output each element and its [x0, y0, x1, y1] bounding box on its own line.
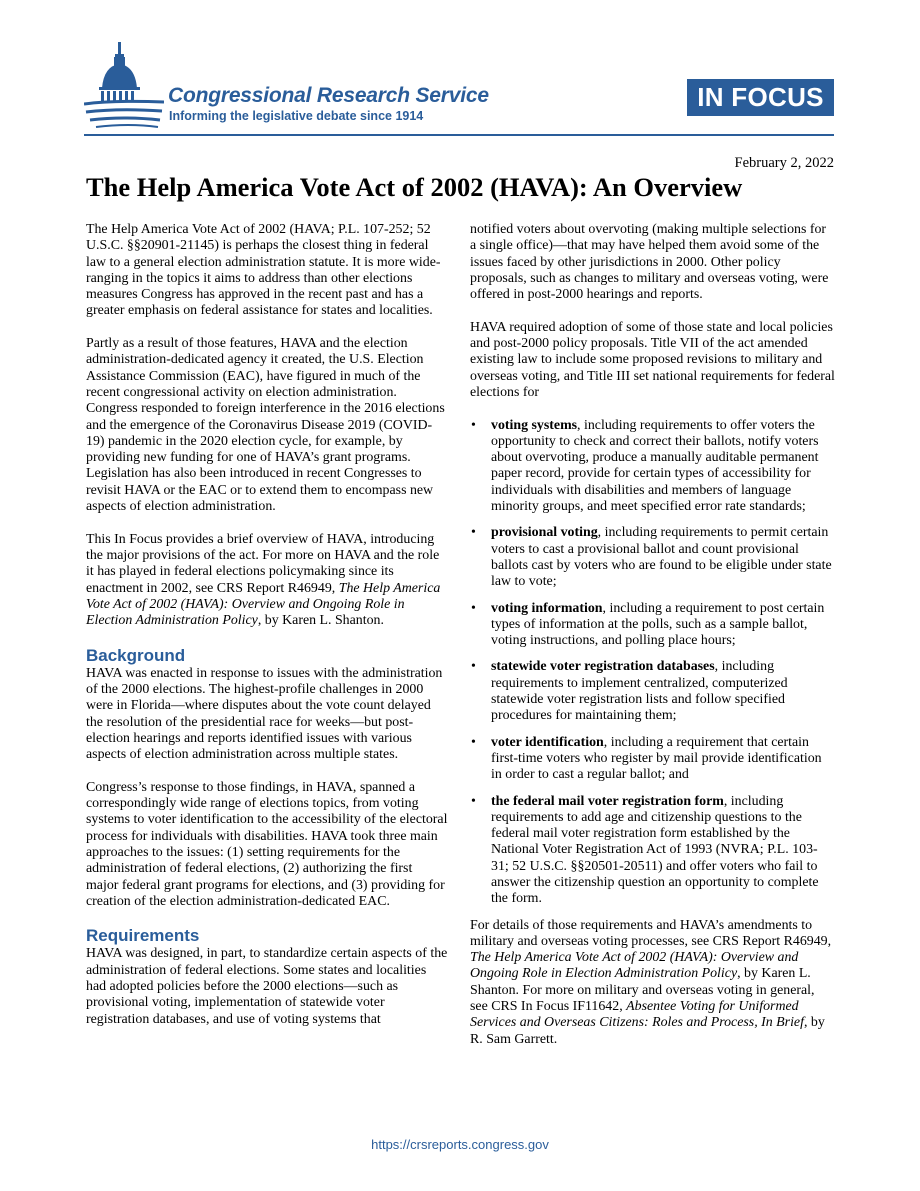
list-item — [470, 794, 835, 908]
list-item — [470, 735, 835, 784]
org-name: Congressional Research Service — [168, 84, 489, 107]
overview-author: , by Karen L. Shanton. — [257, 613, 384, 629]
org-tagline: Informing the legislative debate since 1914 — [169, 109, 424, 123]
footer-url-link[interactable]: https://crsreports.congress.gov — [371, 1137, 549, 1152]
right-column — [470, 222, 835, 1048]
list-item — [470, 659, 835, 724]
list-item — [470, 601, 835, 650]
references-author: , by R. Sam Garrett. — [470, 1015, 825, 1047]
list-item-text: , including a requirement that certain first-time voters who register by mail provide identification in order to cast a regular ballot; and — [491, 734, 822, 783]
bullet-icon: • — [471, 659, 476, 675]
page-title: The Help America Vote Act of 2002 (HAVA): An Overview — [86, 172, 743, 202]
bullet-icon: • — [471, 525, 476, 541]
list-item-term: the federal mail voter registration form — [491, 793, 724, 809]
list-item-text: , including a requirement to post certain types of information at the polls, such as a sample ballot, voting instructions, and polling place hours; — [491, 600, 825, 649]
list-item-text: , including requirements to implement centralized, computerized statewide voter registration lists and follow specified procedures for maintaining them; — [491, 659, 788, 724]
list-item-text: , including requirements to offer voters the opportunity to check and correct their ballots, notify voters about overvoting, produce a manually auditable permanent paper record, provide for certain types of accessibility for individuals with disabilities and members of language minority groups, and meet specified error rate standards; — [491, 417, 819, 515]
header-divider — [84, 134, 834, 136]
background-paragraph-1: HAVA was enacted in response to issues with the administration of the 2000 elections. The highest-profile challenges in 2000 were in Florida—where disputes about the vote count delayed the resolution of the presidential race for weeks—but post-election hearings and reports identified issues with various aspects of election administration across multiple states. — [86, 665, 443, 763]
background-paragraph-2: Congress’s response to those findings, in HAVA, spanned a correspondingly wide range of elections topics, from voting systems to voter identification to the accessibility of the electoral process for individuals with disabilities. HAVA took three main approaches to the issues: (1) setting requirements for the administration of federal elections, (2) authorizing the first major federal grant programs for elections, and (3) providing for creation of the election administration-dedicated EAC. — [86, 779, 448, 909]
continued-paragraph: notified voters about overvoting (making multiple selections for a single office)—that may have helped them avoid some of the issues faced by other jurisdictions in 2000. Other policy proposals, such as changes to military and overseas voting, were offered in post-2000 hearings and reports. — [470, 222, 829, 303]
report-title-link: The Help America Vote Act of 2002 (HAVA): Overview and Ongoing Role in Election Administration Policy — [86, 580, 441, 629]
bullet-icon: • — [471, 793, 476, 809]
publication-date: February 2, 2022 — [734, 155, 834, 171]
list-item — [470, 418, 835, 516]
left-column — [86, 222, 448, 1028]
overview-text: This In Focus provides a brief overview of HAVA, introducing the major provisions of the act. For more on HAVA and the role it has played in federal elections policymaking since its enactment in 2002, see CRS Report R46949, — [86, 531, 440, 596]
references-paragraph — [470, 918, 835, 1048]
list-item-term: voting systems — [491, 417, 578, 433]
requirements-heading: Requirements — [86, 926, 200, 946]
requirements-list — [470, 418, 835, 908]
title-iii-paragraph: HAVA required adoption of some of those state and local policies and post-2000 policy proposals. Title VII of the act amended existing law to include some proposed revisions to military and overseas voting, and Title III set national requirements for federal elections for — [470, 319, 835, 400]
list-item-text: , including requirements to add age and citizenship questions to the federal mail voter registration form established by the National Voter Registration Act of 1993 (NVRA; P.L. 103-31; 52 U.S.C. §§20501-20511) and offer voters who fail to answer the citizenship question an opportunity to complete the form. — [491, 793, 819, 907]
list-item-term: voter identification — [491, 734, 604, 750]
report-title-link: The Help America Vote Act of 2002 (HAVA): Overview and Ongoing Role in Election Administration Policy — [470, 950, 799, 982]
capitol-dome-logo-icon — [84, 42, 164, 128]
context-paragraph: Partly as a result of those features, HAVA and the election administration-dedicated agency it created, the U.S. Election Assistance Commission (EAC), have figured in much of the recent congressional activity on election administration. Congress responded to foreign interference in the 2016 elections and the emergence of the Coronavirus Disease 2019 (COVID-19) pandemic in the 2020 election cycle, for example, by providing new funding for one of HAVA’s grant programs. Legislation has also been introduced in recent Congresses to revisit HAVA or the EAC or to extend them to encompass new aspects of election administration. — [86, 336, 445, 515]
bullet-icon: • — [471, 417, 476, 433]
requirements-paragraph: HAVA was designed, in part, to standardize certain aspects of the administration of federal elections. Some states and localities had adopted policies before the 2000 elections—such as provisional voting, implementation of statewide voter registration databases, and use of voting systems that — [86, 946, 448, 1027]
references-text: , by Karen L. Shanton. For more on military and overseas voting in general, see CRS In Focus IF11642, — [470, 966, 815, 1015]
in-focus-title-link: Absentee Voting for Uniformed Services and Overseas Citizens: Roles and Process, In Brief — [470, 999, 804, 1031]
intro-paragraph: The Help America Vote Act of 2002 (HAVA; P.L. 107-252; 52 U.S.C. §§20901-21145) is perhaps the closest thing in federal law to a general election administration statute. It is more wide-ranging in the topics it aims to address than other elections measures Congress has approved in the recent past and has a greater emphasis on federal assistance for states and localities. — [86, 222, 441, 319]
list-item-term: voting information — [491, 600, 603, 616]
list-item-text: , including requirements to permit certain voters to cast a provisional ballot and count provisional ballots cast by voters who are found to be eligible under state law to vote; — [491, 525, 832, 590]
list-item-term: statewide voter registration databases — [491, 659, 715, 675]
references-text: For details of those requirements and HAVA’s amendments to military and overseas voting processes, see CRS Report R46949, — [470, 917, 832, 949]
list-item-term: provisional voting — [491, 525, 598, 541]
overview-paragraph — [86, 532, 448, 630]
bullet-icon: • — [471, 734, 476, 750]
in-focus-badge: IN FOCUS — [687, 79, 834, 116]
list-item — [470, 525, 835, 590]
background-heading: Background — [86, 645, 186, 665]
bullet-icon: • — [471, 600, 476, 616]
